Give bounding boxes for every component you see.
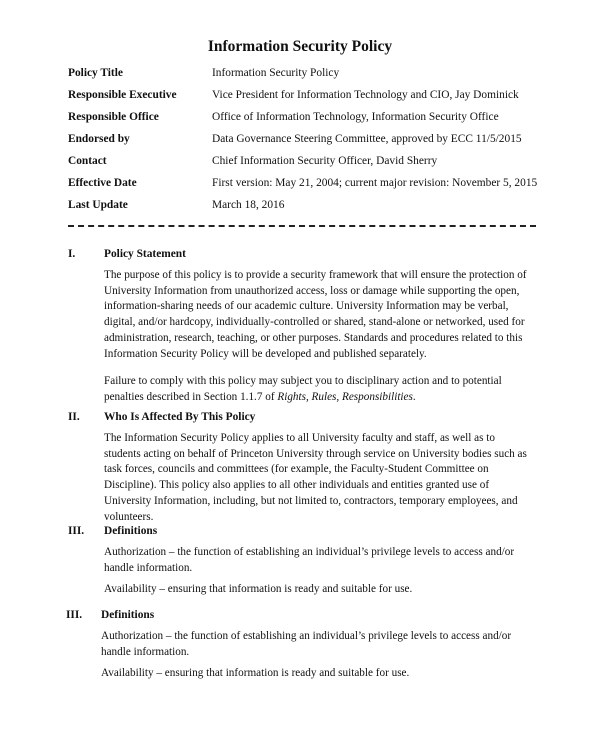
section-number: II.: [68, 411, 80, 423]
meta-label: Responsible Office: [68, 111, 159, 123]
meta-value: Chief Information Security Officer, David Sherry: [212, 155, 438, 167]
meta-row: [68, 176, 548, 198]
meta-row: [68, 110, 548, 132]
meta-label: Last Update: [68, 199, 128, 211]
section-paragraph: The purpose of this policy is to provide a security framework that will ensure the protection of University Information from unauthorized access, loss or damage while supporting the open, information-sharing needs of our academic culture. University Information may be verbal, digital, and/or hardcopy, individually-controlled or shared, stand-alone or networked, used for administration, research, teaching, or other purposes. Standards and procedures related to this Information Security Policy will be developed and published separately.: [104, 269, 527, 360]
meta-value: March 18, 2016: [212, 199, 285, 211]
paragraph-text: Failure to comply with this policy may subject you to disciplinary action and to potential penalties described in Section 1.1.7 of: [104, 375, 502, 403]
paragraph-text: .: [412, 390, 416, 403]
section-title: Who Is Affected By This Policy: [104, 411, 256, 423]
section-paragraph: Availability – ensuring that information is ready and suitable for use.: [101, 667, 410, 679]
meta-label: Endorsed by: [68, 133, 130, 145]
section-number: I.: [68, 248, 76, 260]
section-number: III.: [66, 609, 83, 621]
section-paragraph: [104, 374, 534, 405]
meta-label: Contact: [68, 155, 107, 167]
meta-row: [68, 66, 548, 88]
section-title: Definitions: [104, 525, 158, 537]
section-paragraph: Authorization – the function of establishing an individual’s privilege levels to access and/or handle information.: [101, 630, 512, 658]
meta-row: [68, 154, 548, 176]
meta-row: [68, 88, 548, 110]
dashed-divider: [68, 225, 536, 233]
policy-metadata: [68, 66, 548, 220]
document-title: Information Security Policy: [207, 38, 393, 55]
meta-row: [68, 198, 548, 220]
meta-label: Responsible Executive: [68, 89, 177, 101]
meta-value: First version: May 21, 2004; current major revision: November 5, 2015: [212, 177, 538, 189]
meta-value: Data Governance Steering Committee, approved by ECC 11/5/2015: [212, 133, 522, 145]
meta-label: Effective Date: [68, 177, 137, 189]
section-title: Policy Statement: [104, 248, 186, 260]
section-title: Definitions: [101, 609, 155, 621]
section-paragraph: Authorization – the function of establishing an individual’s privilege levels to access and/or handle information.: [104, 546, 515, 574]
meta-value: Office of Information Technology, Information Security Office: [212, 111, 499, 123]
section-number: III.: [68, 525, 85, 537]
section-paragraph: The Information Security Policy applies to all University faculty and staff, as well as to students acting on behalf of Princeton University through service on University bodies such as task forces, councils and committees (for example, the Faculty-Student Committee on Discipline). This policy also applies to all other individuals and entities granted use of University Information, including, but not limited to, contractors, temporary employees, and volunteers.: [104, 432, 527, 523]
meta-value: Information Security Policy: [212, 67, 340, 79]
meta-row: [68, 132, 548, 154]
meta-value: Vice President for Information Technology and CIO, Jay Dominick: [212, 89, 519, 101]
publication-title: Rights, Rules, Responsibilities: [277, 390, 413, 403]
meta-label: Policy Title: [68, 67, 123, 79]
section-paragraph: Availability – ensuring that information is ready and suitable for use.: [104, 583, 413, 595]
